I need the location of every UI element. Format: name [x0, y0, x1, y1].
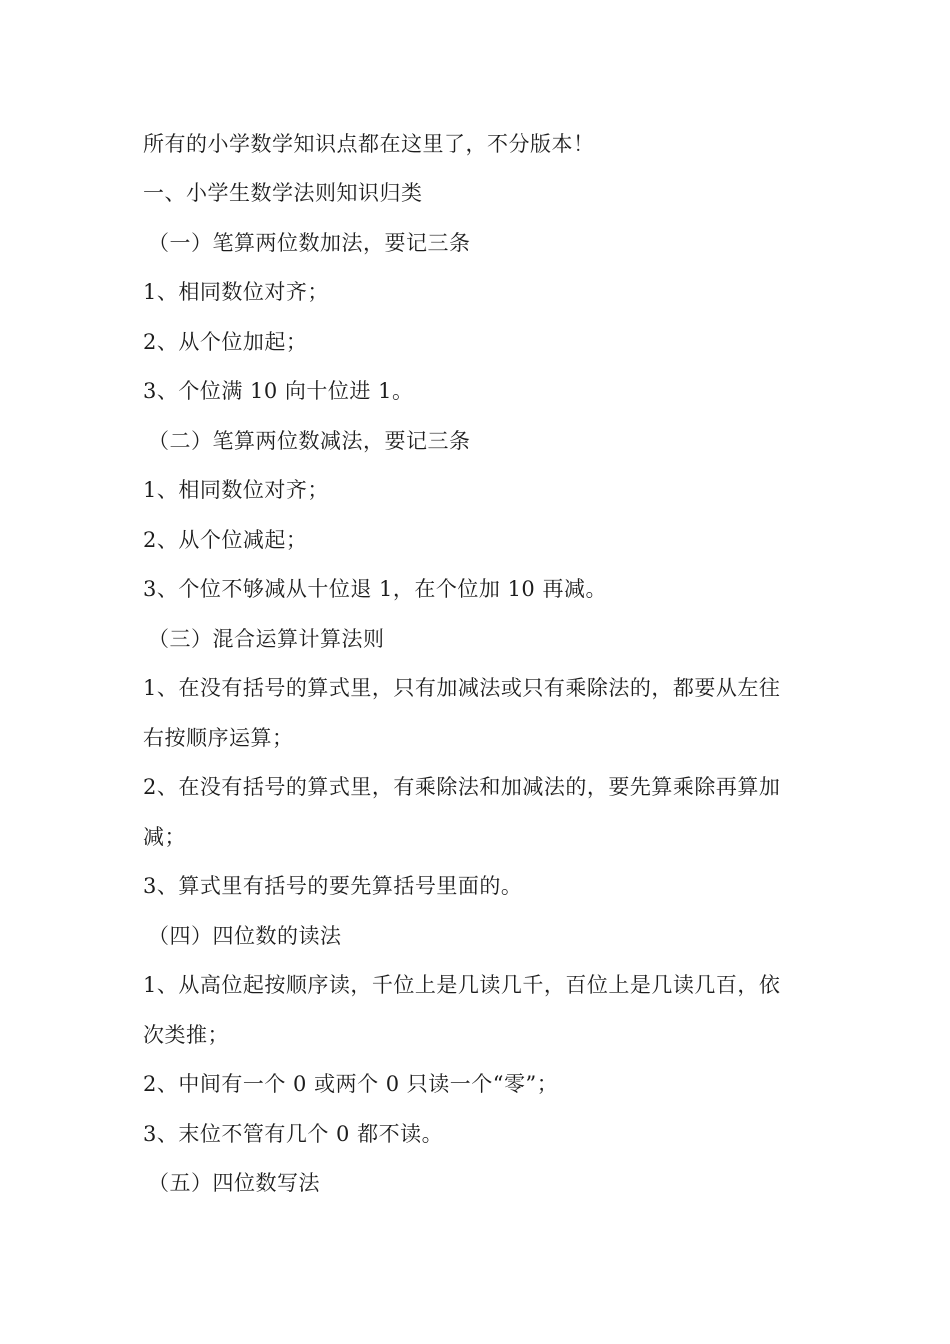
subsection-heading: （三）混合运算计算法则	[148, 627, 385, 651]
rule-line: 1、从高位起按顺序读，千位上是几读几千，百位上是几读几百，依	[143, 973, 781, 997]
rule-line: 3、末位不管有几个 0 都不读。	[143, 1122, 444, 1146]
subsection-heading: （五）四位数写法	[148, 1171, 320, 1195]
rule-line: 1、在没有括号的算式里，只有加减法或只有乘除法的，都要从左往	[143, 676, 781, 700]
rule-line-continuation: 减；	[143, 825, 186, 849]
subsection-heading: （四）四位数的读法	[148, 924, 342, 948]
rule-line: 1、相同数位对齐；	[143, 478, 329, 502]
rule-line: 2、在没有括号的算式里，有乘除法和加减法的，要先算乘除再算加	[143, 775, 781, 799]
intro-line: 所有的小学数学知识点都在这里了，不分版本！	[143, 132, 595, 156]
rule-line: 3、个位不够减从十位退 1，在个位加 10 再减。	[143, 577, 607, 601]
rule-line: 2、从个位加起；	[143, 330, 308, 354]
rule-line: 3、个位满 10 向十位进 1。	[143, 379, 414, 403]
rule-line: 1、相同数位对齐；	[143, 280, 329, 304]
rule-line: 2、从个位减起；	[143, 528, 308, 552]
rule-line: 3、算式里有括号的要先算括号里面的。	[143, 874, 523, 898]
subsection-heading: （一）笔算两位数加法，要记三条	[148, 231, 471, 255]
rule-line-continuation: 次类推；	[143, 1023, 229, 1047]
rule-line-continuation: 右按顺序运算；	[143, 726, 294, 750]
section-heading: 一、小学生数学法则知识归类	[143, 181, 423, 205]
subsection-heading: （二）笔算两位数减法，要记三条	[148, 429, 471, 453]
rule-line: 2、中间有一个 0 或两个 0 只读一个“零”；	[143, 1072, 559, 1096]
